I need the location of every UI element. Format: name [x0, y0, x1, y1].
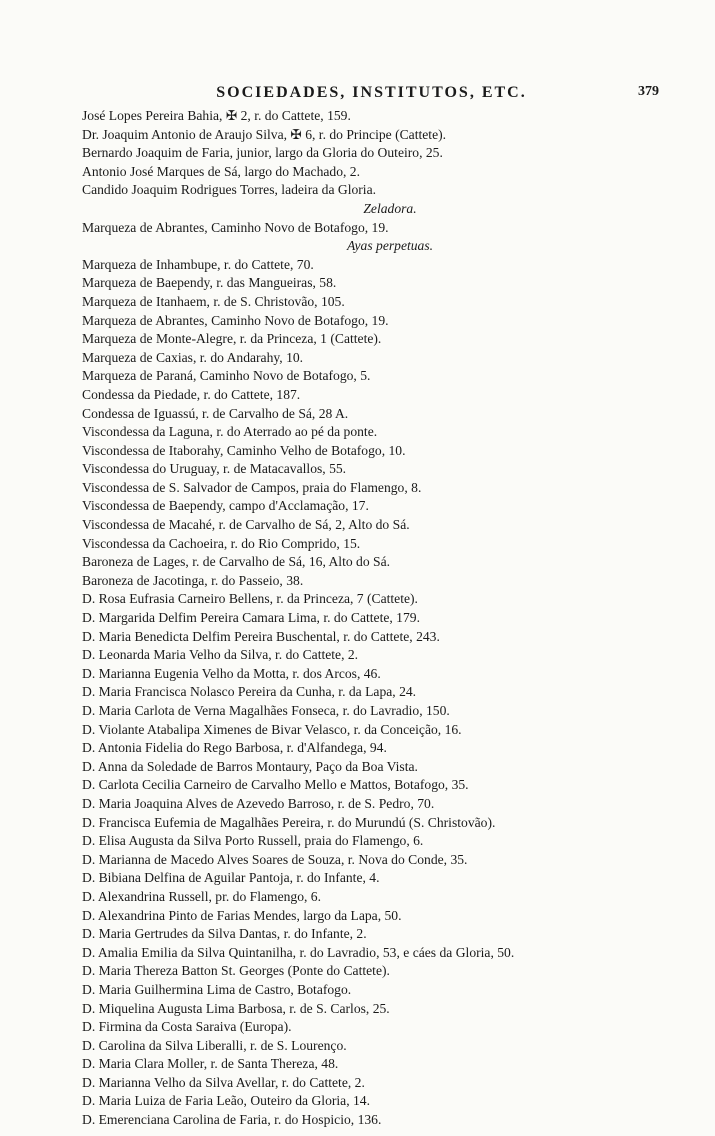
list-entry: D. Leonarda Maria Velho da Silva, r. do Cattete, 2.	[82, 647, 359, 663]
list-entry: D. Violante Atabalipa Ximenes de Bivar Velasco, r. da Conceição, 16.	[82, 721, 462, 737]
list-entry: D. Francisca Eufemia de Magalhães Pereira, r. do Murundú (S. Christovão).	[82, 814, 496, 830]
list-entry: Bernardo Joaquim de Faria, junior, largo da Gloria do Outeiro, 25.	[82, 145, 443, 161]
list-entry: Marqueza de Abrantes, Caminho Novo de Botafogo, 19.	[82, 312, 389, 328]
list-entry: Dr. Joaquim Antonio de Araujo Silva, ✠ 6, r. do Principe (Cattete).	[82, 126, 447, 142]
list-entry: Baroneza de Jacotinga, r. do Passeio, 38.	[82, 572, 304, 588]
list-entry: José Lopes Pereira Bahia, ✠ 2, r. do Cattete, 159.	[82, 108, 351, 123]
list-entry: D. Maria Benedicta Delfim Pereira Buschental, r. do Cattete, 243.	[82, 628, 440, 644]
section-heading: Ayas perpetuas.	[346, 238, 434, 254]
list-entry: D. Elisa Augusta da Silva Porto Russell, praia do Flamengo, 6.	[82, 833, 424, 849]
list-entry: Viscondessa de S. Salvador de Campos, praia do Flamengo, 8.	[82, 479, 422, 495]
list-entry: D. Carlota Cecilia Carneiro de Carvalho Mello e Mattos, Botafogo, 35.	[82, 777, 469, 793]
list-entry: D. Miquelina Augusta Lima Barbosa, r. de S. Carlos, 25.	[82, 1000, 390, 1016]
running-header	[84, 84, 659, 106]
list-entry: D. Maria Luiza de Faria Leão, Outeiro da Gloria, 14.	[82, 1093, 371, 1109]
list-entry: Marqueza de Inhambupe, r. do Cattete, 70.	[82, 256, 314, 272]
list-entry: Viscondessa de Macahé, r. de Carvalho de Sá, 2, Alto do Sá.	[82, 517, 410, 533]
list-entry: D. Rosa Eufrasia Carneiro Bellens, r. da Princeza, 7 (Cattete).	[82, 591, 418, 607]
header-title: SOCIEDADES, INSTITUTOS, ETC.	[216, 84, 527, 101]
list-entry: Marqueza de Baependy, r. das Mangueiras, 58.	[82, 275, 337, 291]
list-entry: D. Firmina da Costa Saraiva (Europa).	[82, 1019, 292, 1035]
list-entry: D. Emerenciana Carolina de Faria, r. do Hospicio, 136.	[82, 1112, 382, 1128]
list-entry: D. Maria Carlota de Verna Magalhães Fonseca, r. do Lavradio, 150.	[82, 703, 450, 718]
list-entry: Marqueza de Paraná, Caminho Novo de Botafogo, 5.	[82, 368, 371, 384]
list-entry: D. Maria Gertrudes da Silva Dantas, r. do Infante, 2.	[82, 926, 367, 942]
list-entry: Antonio José Marques de Sá, largo do Machado, 2.	[82, 163, 360, 179]
list-entry: D. Maria Clara Moller, r. de Santa Thereza, 48.	[82, 1056, 339, 1072]
list-entry: D. Marianna Eugenia Velho da Motta, r. dos Arcos, 46.	[82, 665, 381, 681]
list-entry: Viscondessa do Uruguay, r. de Matacavallos, 55.	[82, 461, 347, 477]
list-entry: D. Alexandrina Pinto de Farias Mendes, largo da Lapa, 50.	[82, 907, 402, 923]
list-entry: Marqueza de Monte-Alegre, r. da Princeza, 1 (Cattete).	[82, 331, 382, 347]
list-entry: Candido Joaquim Rodrigues Torres, ladeira da Gloria.	[82, 182, 377, 198]
list-entry: D. Maria Francisca Nolasco Pereira da Cunha, r. da Lapa, 24.	[82, 684, 417, 700]
list-entry: Viscondessa da Laguna, r. do Aterrado ao pé da ponte.	[82, 424, 378, 440]
list-entry: D. Margarida Delfim Pereira Camara Lima, r. do Cattete, 179.	[82, 610, 420, 626]
list-entry: Condessa da Piedade, r. do Cattete, 187.	[82, 386, 301, 402]
list-entry: Viscondessa de Itaborahy, Caminho Velho de Botafogo, 10.	[82, 442, 406, 458]
list-entry: Marqueza de Itanhaem, r. de S. Christovão, 105.	[82, 293, 345, 309]
list-entry: D. Maria Guilhermina Lima de Castro, Botafogo.	[82, 981, 352, 997]
list-entry: D. Bibiana Delfina de Aguilar Pantoja, r. do Infante, 4.	[82, 870, 380, 886]
list-entry: Marqueza de Caxias, r. do Andarahy, 10.	[82, 349, 304, 365]
list-entry: Marqueza de Abrantes, Caminho Novo de Botafogo, 19.	[82, 219, 389, 235]
list-entry: D. Carolina da Silva Liberalli, r. de S. Lourenço.	[82, 1037, 347, 1053]
list-entry: D. Alexandrina Russell, pr. do Flamengo, 6.	[82, 888, 321, 904]
page-number: 379	[638, 84, 659, 99]
list-entry: D. Antonia Fidelia do Rego Barbosa, r. d'Alfandega, 94.	[82, 740, 387, 756]
member-list	[82, 107, 672, 1130]
list-entry: D. Amalia Emilia da Silva Quintanilha, r. do Lavradio, 53, e cáes da Gloria, 50.	[82, 944, 515, 960]
list-entry: D. Marianna Velho da Silva Avellar, r. do Cattete, 2.	[82, 1074, 365, 1090]
list-entry: Condessa de Iguassú, r. de Carvalho de Sá, 28 A.	[82, 405, 349, 421]
list-entry: D. Marianna de Macedo Alves Soares de Souza, r. Nova do Conde, 35.	[82, 851, 468, 867]
list-entry: Baroneza de Lages, r. de Carvalho de Sá, 16, Alto do Sá.	[82, 554, 391, 570]
list-entry: Viscondessa da Cachoeira, r. do Rio Comprido, 15.	[82, 535, 361, 551]
list-entry: D. Maria Joaquina Alves de Azevedo Barroso, r. de S. Pedro, 70.	[82, 795, 435, 811]
list-entry: D. Anna da Soledade de Barros Montaury, Paço da Boa Vista.	[82, 758, 418, 774]
list-entry: D. Maria Thereza Batton St. Georges (Ponte do Cattete).	[82, 963, 390, 979]
section-heading: Zeladora.	[363, 200, 417, 216]
list-entry: Viscondessa de Baependy, campo d'Acclamação, 17.	[82, 498, 369, 514]
